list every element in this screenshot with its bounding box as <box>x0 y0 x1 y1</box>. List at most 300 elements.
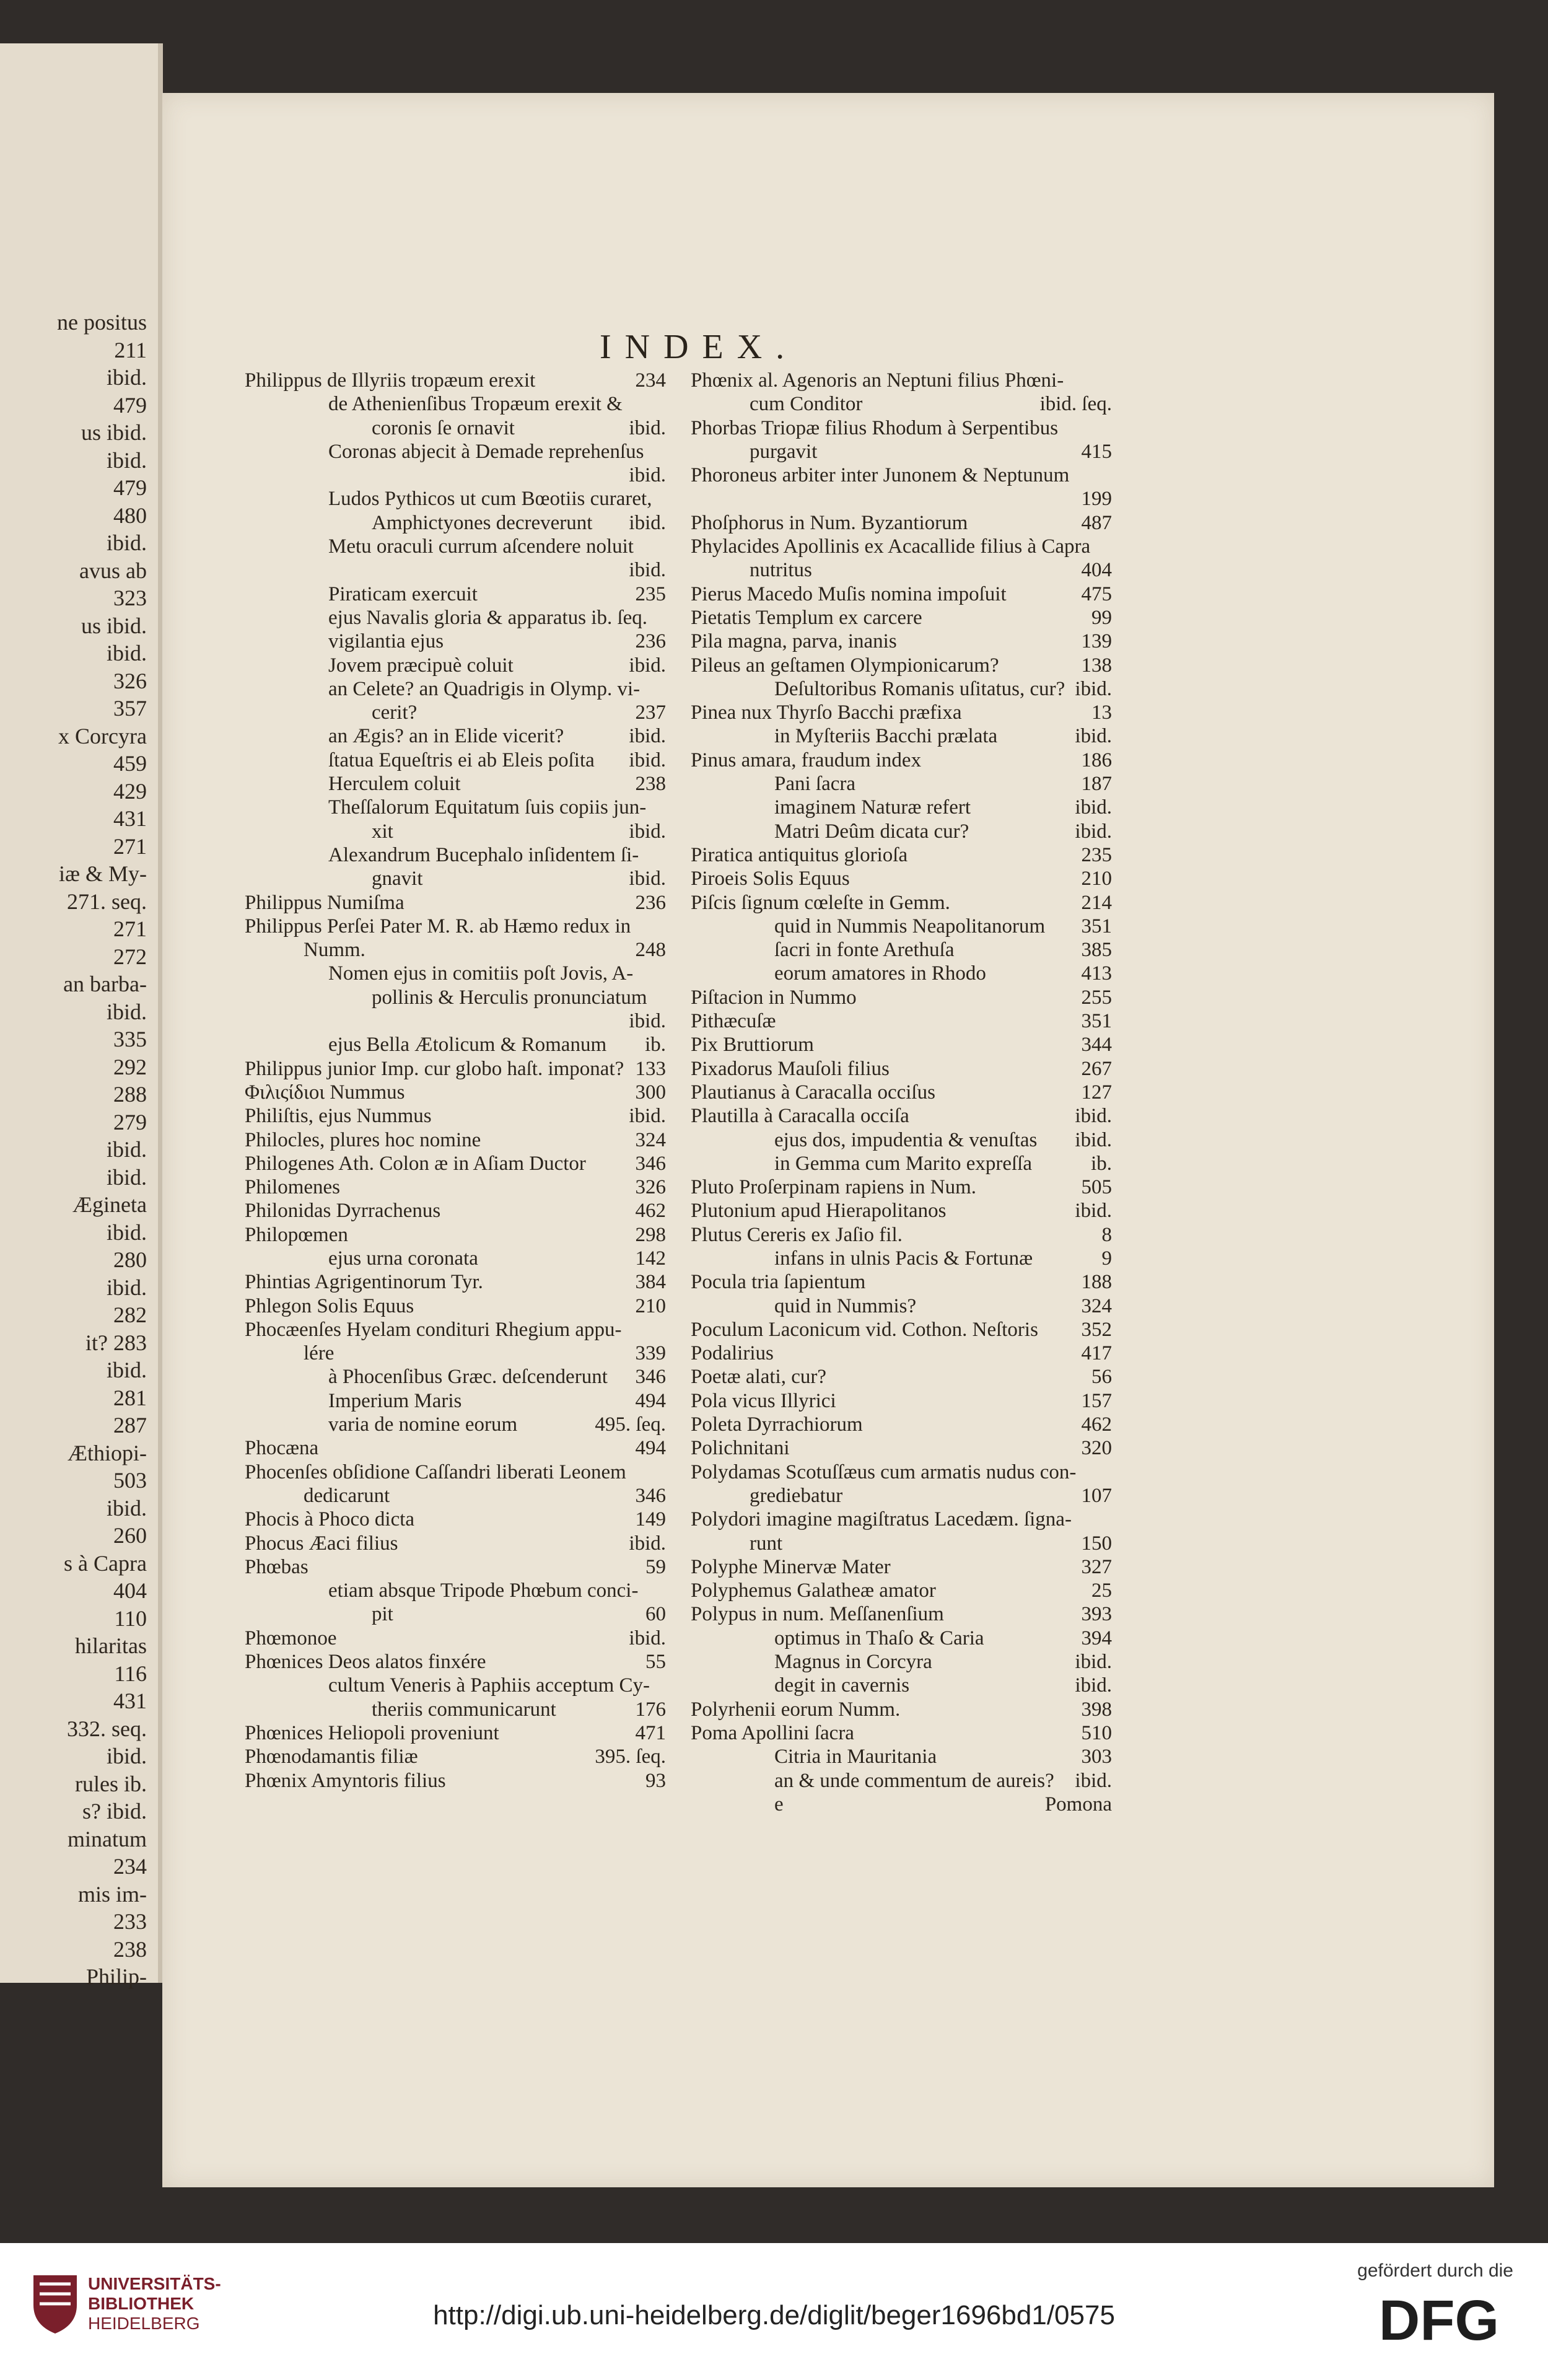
index-entry <box>691 1555 1112 1579</box>
index-entry <box>691 392 1112 416</box>
entry-page-ref: ibid. <box>1075 725 1112 748</box>
entry-text: Phocæna <box>245 1437 319 1460</box>
entry-page-ref: 351 <box>1081 915 1112 938</box>
entry-page-ref: ibid. <box>629 511 666 534</box>
facing-page-edge <box>0 43 163 1989</box>
entry-text: ejus dos, impudentia & venuſtas <box>774 1128 1038 1151</box>
entry-text: Polyphemus Galatheæ amator <box>691 1579 936 1602</box>
entry-page-ref: 138 <box>1081 654 1112 677</box>
entry-page-ref: 346 <box>635 1484 666 1507</box>
entry-text: Philippus de Illyriis tropæum erexit <box>245 369 536 392</box>
index-entry <box>691 891 1112 915</box>
entry-page-ref: 351 <box>1081 1010 1112 1033</box>
facing-page-line: ibid. <box>106 365 147 390</box>
entry-page-ref: 55 <box>645 1651 666 1674</box>
index-entry <box>245 1270 666 1294</box>
entry-text: Piraticam exercuit <box>328 582 478 605</box>
entry-page-ref: 471 <box>635 1721 666 1744</box>
facing-page-line: 271 <box>113 833 147 859</box>
index-entry <box>691 915 1112 938</box>
index-entry <box>245 1318 666 1341</box>
index-entry <box>691 535 1112 558</box>
index-entry <box>245 1057 666 1081</box>
facing-page-line: ibid. <box>106 530 147 555</box>
entry-text: Plutus Cereris ex Jaſio fil. <box>691 1223 903 1246</box>
index-entry <box>691 843 1112 867</box>
entry-page-ref: 60 <box>645 1603 666 1626</box>
entry-page-ref: 339 <box>635 1342 666 1365</box>
index-entry <box>691 1793 1112 1816</box>
facing-page-line: 480 <box>113 503 147 528</box>
entry-page-ref: 298 <box>635 1223 666 1246</box>
entry-page-ref: 255 <box>1081 986 1112 1009</box>
entry-text: cultum Veneris à Paphiis acceptum Cy- <box>328 1674 650 1697</box>
index-entry <box>691 1650 1112 1674</box>
entry-page-ref: ibid. <box>629 654 666 677</box>
entry-text: Phlegon Solis Equus <box>245 1294 414 1317</box>
index-entry <box>691 1152 1112 1175</box>
entry-page-ref: 210 <box>635 1294 666 1317</box>
index-entry <box>245 654 666 677</box>
entry-page-ref: ibid. <box>629 1105 666 1128</box>
entry-text: infans in ulnis Pacis & Fortunæ <box>774 1247 1033 1270</box>
facing-page-line: 459 <box>113 751 147 776</box>
entry-page-ref: 13 <box>1091 701 1112 724</box>
entry-page-ref: ibid. <box>629 416 666 439</box>
entry-text: cum Conditor <box>750 393 863 416</box>
facing-page-line: ibid. <box>106 447 147 473</box>
entry-page-ref: 327 <box>1081 1555 1112 1578</box>
entry-page-ref: 415 <box>1081 440 1112 463</box>
index-entry <box>691 463 1112 487</box>
index-entry <box>245 915 666 938</box>
entry-text: Phintias Agrigentinorum Tyr. <box>245 1271 483 1294</box>
entry-page-ref: 199 <box>1081 488 1112 511</box>
entry-page-ref: 510 <box>1081 1721 1112 1744</box>
index-entry <box>245 1436 666 1460</box>
entry-text: Polyphe Minervæ Mater <box>691 1555 891 1578</box>
facing-page-line: 110 <box>114 1605 147 1631</box>
entry-text: grediebatur <box>750 1484 843 1507</box>
index-entry <box>245 962 666 985</box>
facing-page-line: 272 <box>113 944 147 969</box>
index-entry <box>691 1484 1112 1508</box>
index-entry <box>245 1104 666 1128</box>
facing-page-line: 429 <box>113 778 147 804</box>
entry-page-ref: 398 <box>1081 1698 1112 1721</box>
entry-text: quid in Nummis Neapolitanorum <box>774 915 1046 938</box>
facing-page-line: ibid. <box>106 1275 147 1300</box>
index-entry <box>691 1081 1112 1104</box>
entry-page-ref: ibid. <box>1075 820 1112 843</box>
index-entry <box>691 1247 1112 1270</box>
facing-page-line: 323 <box>113 586 147 610</box>
index-entry <box>691 938 1112 962</box>
entry-text: theriis communicarunt <box>372 1698 556 1721</box>
entry-text: Phylacides Apollinis ex Acacallide filius à Capra <box>691 535 1091 558</box>
entry-page-ref: ibid. <box>629 559 666 582</box>
index-entry <box>245 511 666 535</box>
entry-page-ref: 393 <box>1081 1603 1112 1626</box>
entry-text: Pierus Macedo Muſis nomina impoſuit <box>691 582 1007 605</box>
entry-page-ref: 234 <box>635 369 666 392</box>
sponsor-note: gefördert durch die <box>1357 2260 1513 2281</box>
entry-page-ref: 187 <box>1081 773 1112 796</box>
index-column-left <box>245 369 666 1793</box>
index-entry <box>691 1033 1112 1056</box>
entry-text: Theſſalorum Equitatum ſuis copiis jun- <box>328 796 647 819</box>
index-entry <box>245 487 666 511</box>
facing-page-line: 431 <box>113 1688 147 1713</box>
entry-text: Nomen ejus in comitiis poſt Jovis, A- <box>328 962 634 985</box>
entry-text: Podalirius <box>691 1342 774 1365</box>
index-entry <box>691 986 1112 1009</box>
index-entry <box>245 416 666 440</box>
entry-page-ref: 267 <box>1081 1057 1112 1080</box>
entry-text: Philippus junior Imp. cur globo haſt. imponat? <box>245 1057 624 1080</box>
facing-page-line: 479 <box>113 475 147 500</box>
index-entry <box>245 1650 666 1674</box>
entry-text: Pileus an geſtamen Olympionicarum? <box>691 654 999 677</box>
index-entry <box>691 487 1112 511</box>
index-entry <box>691 820 1112 843</box>
index-entry <box>691 1199 1112 1223</box>
index-entry <box>691 1009 1112 1033</box>
index-entry <box>691 1365 1112 1389</box>
index-entry <box>245 1365 666 1389</box>
entry-text: e <box>774 1793 784 1816</box>
entry-page-ref: ibid. <box>1075 677 1112 700</box>
index-entry <box>245 867 666 890</box>
index-entry <box>245 701 666 724</box>
index-entry <box>691 1579 1112 1602</box>
index-entry <box>691 1270 1112 1294</box>
index-entry <box>691 1745 1112 1768</box>
entry-page-ref: 475 <box>1081 582 1112 605</box>
facing-page-line: 211 <box>114 337 147 362</box>
document-url[interactable]: http://digi.ub.uni-heidelberg.de/diglit/beger1696bd1/0575 <box>433 2300 1115 2330</box>
entry-text: Phoſphorus in Num. Byzantiorum <box>691 511 968 534</box>
entry-text: Coronas abjecit à Demade reprehenſus <box>328 440 644 463</box>
entry-text: Polypus in num. Meſſanenſium <box>691 1603 944 1626</box>
entry-text: pollinis & Herculis pronunciatum <box>372 986 647 1009</box>
entry-page-ref: 157 <box>1081 1389 1112 1412</box>
facing-page-line: minatum <box>68 1826 147 1851</box>
entry-text: Polyrhenii eorum Numm. <box>691 1698 901 1721</box>
entry-page-ref: Pomona <box>1044 1793 1112 1816</box>
entry-text: varia de nomine eorum <box>328 1413 518 1436</box>
facing-page-line: hilaritas <box>75 1633 147 1658</box>
entry-text: degit in cavernis <box>774 1674 910 1697</box>
index-entry <box>691 962 1112 985</box>
facing-page-line: 357 <box>113 696 147 721</box>
facing-page-line: ibid. <box>106 1358 147 1382</box>
entry-text: an & unde commentum de aureis? <box>774 1769 1054 1792</box>
footer-bar <box>0 2243 1548 2380</box>
index-entry <box>245 1294 666 1318</box>
entry-text: Pinus amara, fraudum index <box>691 749 922 771</box>
entry-text: Pixadorus Mauſoli filius <box>691 1057 890 1080</box>
entry-text: imaginem Naturæ refert <box>774 796 971 819</box>
facing-page-line: Æginetа <box>72 1192 147 1217</box>
index-entry <box>245 535 666 558</box>
entry-page-ref: 99 <box>1091 606 1112 629</box>
facing-page-line: 431 <box>113 806 147 831</box>
index-entry <box>691 558 1112 582</box>
facing-page-line: ibid. <box>106 1495 147 1521</box>
facing-page-line: s à Capra <box>64 1550 147 1576</box>
index-entry <box>691 1436 1112 1460</box>
entry-text: Numm. <box>304 939 365 962</box>
index-entry <box>245 1152 666 1175</box>
entry-page-ref: 149 <box>635 1508 666 1531</box>
index-entry <box>691 440 1112 463</box>
entry-text: Philomenes <box>245 1176 340 1199</box>
index-entry <box>691 1698 1112 1721</box>
index-entry <box>245 1389 666 1413</box>
entry-text: Phœnices Heliopoli proveniunt <box>245 1721 499 1744</box>
entry-text: ſacri in fonte Arethuſa <box>774 939 955 962</box>
entry-text: Poetæ alati, cur? <box>691 1366 827 1389</box>
facing-page-line: 234 <box>113 1854 147 1879</box>
entry-page-ref: 25 <box>1091 1579 1112 1602</box>
entry-text: Metu oraculi currum aſcendere noluit <box>328 535 634 558</box>
entry-text: Plutonium apud Hierapolitanos <box>691 1200 947 1223</box>
index-entry <box>245 1627 666 1650</box>
entry-page-ref: 384 <box>635 1271 666 1294</box>
facing-page-line: 326 <box>113 668 147 693</box>
entry-page-ref: 324 <box>635 1128 666 1151</box>
index-entry <box>691 1769 1112 1793</box>
entry-page-ref: 352 <box>1081 1318 1112 1341</box>
entry-page-ref: ibid. <box>1075 1769 1112 1792</box>
index-entry <box>691 772 1112 796</box>
entry-page-ref: 505 <box>1081 1176 1112 1199</box>
facing-page-line: 271 <box>113 916 147 941</box>
index-entry <box>691 1128 1112 1152</box>
index-entry <box>691 1413 1112 1436</box>
index-entry <box>245 1555 666 1579</box>
entry-text: ejus urna coronata <box>328 1247 478 1270</box>
index-entry <box>691 1532 1112 1555</box>
facing-page-line: Philip- <box>85 1964 147 1989</box>
entry-text: Magnus in Corcyra <box>774 1651 932 1674</box>
entry-text: Jovem præcipuè coluit <box>328 654 514 677</box>
facing-page-line: mis im- <box>77 1881 147 1907</box>
entry-page-ref: ibid. <box>629 1532 666 1555</box>
entry-page-ref: 394 <box>1081 1627 1112 1649</box>
facing-page-line: iæ & My- <box>58 861 147 886</box>
entry-text: Poleta Dyrrachiorum <box>691 1413 863 1436</box>
entry-text: Phocus Æaci filius <box>245 1532 398 1555</box>
index-entry <box>691 677 1112 701</box>
facing-page-line: 279 <box>113 1109 147 1135</box>
entry-page-ref: ibid. <box>629 1627 666 1649</box>
index-entry <box>245 986 666 1009</box>
entry-page-ref: 494 <box>635 1389 666 1412</box>
entry-page-ref: 413 <box>1081 962 1112 985</box>
entry-text: à Phocenſibus Græc. deſcenderunt <box>328 1366 608 1389</box>
facing-page-line: us ibid. <box>81 420 147 445</box>
facing-page-line: 479 <box>113 392 147 418</box>
index-entry <box>245 1128 666 1152</box>
index-entry <box>245 938 666 962</box>
entry-page-ref: ibid. <box>1075 1651 1112 1674</box>
entry-page-ref: ibid. <box>629 1010 666 1033</box>
index-entry <box>245 606 666 630</box>
entry-text: Piſtacion in Nummo <box>691 986 857 1009</box>
facing-page-line: ibid. <box>106 1137 147 1162</box>
facing-page-line: ne positus <box>56 310 147 335</box>
entry-page-ref: 487 <box>1081 511 1112 534</box>
entry-page-ref: ibid. <box>629 867 666 890</box>
index-entry <box>691 1223 1112 1247</box>
entry-text: Pila magna, parva, inanis <box>691 630 897 653</box>
index-entry <box>691 369 1112 392</box>
entry-text: de Athenienſibus Tropæum erexit & <box>328 393 623 416</box>
entry-text: Plautianus à Caracalla occiſus <box>691 1081 935 1104</box>
facing-page-line: an barba- <box>63 972 147 996</box>
facing-page-line: 238 <box>113 1936 147 1962</box>
facing-page-line: ibid. <box>106 1164 147 1190</box>
entry-text: nutritus <box>750 559 812 582</box>
index-entry <box>245 1341 666 1365</box>
entry-text: Matri Deûm dicata cur? <box>774 820 969 843</box>
entry-page-ref: 210 <box>1081 867 1112 890</box>
index-entry <box>691 606 1112 630</box>
entry-text: Poculum Laconicum vid. Cothon. Neſtoris <box>691 1318 1038 1341</box>
index-entry <box>691 1294 1112 1318</box>
facing-page-line: ibid. <box>106 999 147 1024</box>
index-column-right <box>691 369 1112 1816</box>
facing-page-line: rules ib. <box>75 1771 147 1796</box>
entry-text: ſtatua Equeſtris ei ab Eleis poſita <box>328 749 595 771</box>
entry-page-ref: ibid. ſeq. <box>1039 393 1112 416</box>
index-entry <box>245 1721 666 1745</box>
facing-page-line: 281 <box>113 1385 147 1410</box>
index-entry <box>245 1674 666 1697</box>
entry-page-ref: 238 <box>635 773 666 796</box>
entry-page-ref: 93 <box>645 1769 666 1792</box>
facing-page-line: 335 <box>113 1027 147 1052</box>
facing-page-line: 503 <box>113 1468 147 1493</box>
entry-text: Pietatis Templum ex carcere <box>691 606 922 629</box>
facing-page-line: 271. seq. <box>67 889 147 914</box>
index-entry <box>245 1247 666 1270</box>
entry-text: Phœnix Amyntoris filius <box>245 1769 446 1792</box>
entry-page-ref: 237 <box>635 701 666 724</box>
entry-text: pit <box>372 1603 393 1626</box>
dfg-logo-icon[interactable] <box>1365 2291 1513 2347</box>
entry-text: Polichnitani <box>691 1437 790 1460</box>
facing-page-line: 260 <box>113 1523 147 1548</box>
entry-text: Philogenes Ath. Colon æ in Aſiam Ductor <box>245 1152 586 1175</box>
entry-text: Imperium Maris <box>328 1389 462 1412</box>
index-entry <box>245 1033 666 1056</box>
entry-page-ref: 346 <box>635 1152 666 1175</box>
entry-page-ref: 462 <box>635 1200 666 1223</box>
facing-page-line: 282 <box>113 1302 147 1327</box>
index-entry <box>245 1175 666 1199</box>
index-entry <box>245 820 666 843</box>
index-entry <box>245 440 666 463</box>
entry-page-ref: 324 <box>1081 1294 1112 1317</box>
entry-page-ref: 133 <box>635 1057 666 1080</box>
entry-text: Philippus Numiſma <box>245 891 404 914</box>
entry-text: quid in Nummis? <box>774 1294 917 1317</box>
entry-page-ref: 107 <box>1081 1484 1112 1507</box>
entry-text: Phœnix al. Agenoris an Neptuni filius Phœni- <box>691 369 1064 392</box>
index-entry <box>245 463 666 487</box>
index-entry <box>691 1627 1112 1650</box>
entry-text: Pocula tria ſapientum <box>691 1271 866 1294</box>
entry-page-ref: ib. <box>1091 1152 1112 1175</box>
entry-text: Philonidas Dyrrachenus <box>245 1200 441 1223</box>
entry-text: Phœnodamantis filiæ <box>245 1745 418 1768</box>
entry-text: optimus in Thaſo & Caria <box>774 1627 984 1649</box>
entry-page-ref: ibid. <box>629 749 666 771</box>
facing-page-line: 292 <box>113 1054 147 1079</box>
library-line1: UNIVERSITÄTS- <box>88 2274 221 2293</box>
entry-text: Phœmonoe <box>245 1627 337 1649</box>
index-entry <box>691 1389 1112 1413</box>
entry-text: Philiſtis, ejus Nummus <box>245 1105 432 1128</box>
entry-page-ref: 395. ſeq. <box>595 1745 666 1768</box>
entry-text: Phoroneus arbiter inter Junonem & Neptunum <box>691 464 1070 487</box>
entry-text: ejus Bella Ætolicum & Romanum <box>328 1034 607 1056</box>
entry-text: Deſultoribus Romanis uſitatus, cur? <box>774 677 1065 700</box>
entry-text: xit <box>372 820 393 843</box>
index-entry <box>691 1175 1112 1199</box>
entry-text: in Myſteriis Bacchi prælata <box>774 725 998 748</box>
entry-text: etiam absque Tripode Phœbum conci- <box>328 1579 639 1602</box>
index-entry <box>691 1057 1112 1081</box>
index-entry <box>245 1602 666 1626</box>
index-entry <box>245 1460 666 1484</box>
entry-page-ref: 248 <box>635 939 666 962</box>
facing-page-line: 116 <box>114 1661 147 1686</box>
dfg-logo-text: DFG <box>1378 2291 1500 2347</box>
entry-text: Herculem coluit <box>328 773 461 796</box>
index-entry <box>245 1413 666 1436</box>
entry-page-ref: ibid. <box>629 820 666 843</box>
index-entry <box>691 867 1112 890</box>
index-entry <box>245 392 666 416</box>
facing-page-line: 404 <box>113 1578 147 1603</box>
index-entry <box>691 724 1112 748</box>
facing-page-line: s? ibid. <box>82 1799 147 1824</box>
facing-page-line: Æthiopi- <box>67 1440 147 1465</box>
index-entry <box>691 511 1112 535</box>
entry-page-ref: 462 <box>1081 1413 1112 1436</box>
entry-text: Phocæenſes Hyelam condituri Rhegium appu- <box>245 1318 622 1341</box>
entry-text: dedicarunt <box>304 1484 390 1507</box>
facing-page-line: ibid. <box>106 641 147 665</box>
entry-text: Poma Apollini ſacra <box>691 1721 854 1744</box>
entry-page-ref: 56 <box>1091 1366 1112 1389</box>
index-entry <box>245 1199 666 1223</box>
entry-text: Φιλιςίδιοι Nummus <box>245 1081 405 1104</box>
index-entry <box>245 1769 666 1793</box>
index-entry <box>245 843 666 867</box>
entry-page-ref: 495. ſeq. <box>595 1413 666 1436</box>
index-entry <box>245 749 666 772</box>
index-entry <box>245 772 666 796</box>
entry-page-ref: ibid. <box>1075 1200 1112 1223</box>
facing-page-line: 280 <box>113 1247 147 1272</box>
entry-page-ref: 127 <box>1081 1081 1112 1104</box>
index-entry <box>691 630 1112 653</box>
